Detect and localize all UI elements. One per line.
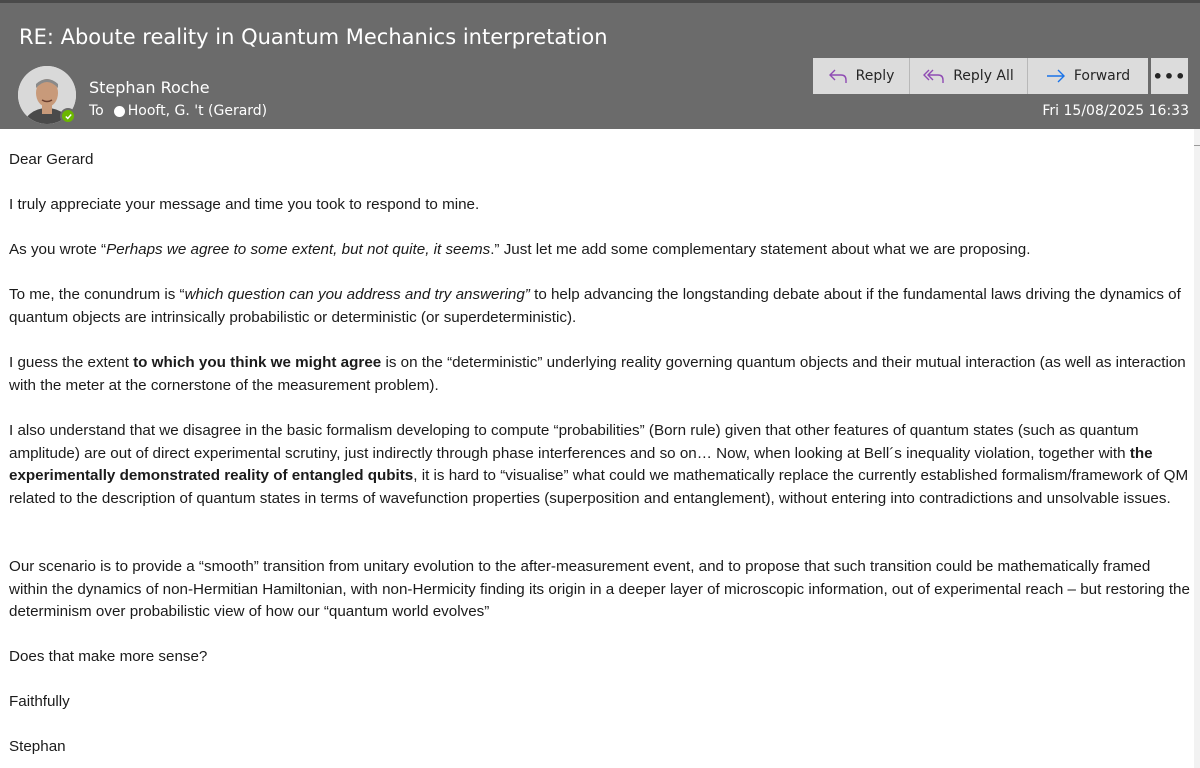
closing: Faithfully [9, 693, 70, 710]
message-toolbar [813, 58, 1148, 94]
sent-date: Fri 15/08/2025 16:33 [1042, 103, 1189, 119]
reply-all-arrow-icon [923, 67, 945, 85]
reply-label: Reply [855, 68, 895, 84]
reply-arrow-icon [828, 67, 848, 85]
forward-button[interactable] [1028, 58, 1148, 94]
sender-name[interactable]: Stephan Roche [89, 78, 210, 97]
forward-arrow-icon [1046, 69, 1066, 83]
email-subject: RE: Aboute reality in Quantum Mechanics interpretation [19, 25, 608, 49]
reply-button[interactable] [813, 58, 910, 94]
paragraph-4: I guess the extent to which you think we might agree is on the “deterministic” underlying reality governing quantum objects and their mutual interaction (as well as interaction with the meter at the cornerstone of the measurement problem). [9, 354, 1186, 394]
bold-phrase-entanglement: the experimentally demonstrated reality of entangled qubits [9, 444, 1153, 485]
bold-phrase: to which you think we might agree [133, 354, 382, 371]
scrollbar-marker [1194, 145, 1200, 146]
recipient-name[interactable]: Hooft, G. 't (Gerard) [127, 103, 268, 119]
paragraph-1: I truly appreciate your message and time you took to respond to mine. [9, 196, 480, 213]
reply-all-label: Reply All [953, 68, 1014, 84]
message-header [0, 3, 1200, 129]
more-actions-button[interactable] [1151, 58, 1188, 94]
reply-all-button[interactable] [910, 58, 1028, 94]
quoted-text: Perhaps we agree to some extent, but not quite, it seems [106, 241, 491, 258]
quoted-question: which question can you address and try answering” [184, 286, 530, 303]
status-badge [60, 108, 76, 124]
recipients-row [89, 101, 267, 121]
paragraph-6: Our scenario is to provide a “smooth” transition from unitary evolution to the after-measurement event, and to propose that such transition could be mathematically framed within the dynamics of non-Hermitian Hamiltonian, with non-Hermicity finding its origin in a deeper layer of microscopic information, out of experimental reach – but restoring the determinism over probabilistic view of how our “quantum world evolves” [9, 558, 1190, 621]
vertical-scrollbar[interactable] [1194, 129, 1200, 768]
paragraph-5: I also understand that we disagree in the basic formalism developing to compute “probabilities” (Born rule) given that other features of quantum states (such as quantum amplitude) are out of direct experimental scrutiny, just indirectly through phase interferences and so on… Now, when looking at Bell´s inequality violation, together with the experimentally demonstrated reality of entangled qubits, it is hard to “visualise” what could we mathematically replace the currently established formalism/framework of QM related to the description of quantum states in terms of wavefunction properties (superposition and entanglement), without entering into contradictions and unsolvable issues. [9, 422, 1189, 507]
paragraph-7: Does that make more sense? [9, 648, 208, 665]
checkmark-icon [64, 112, 73, 121]
paragraph-2: As you wrote “Perhaps we agree to some extent, but not quite, it seems.” Just let me add some complementary statement about what we are proposing. [9, 241, 1031, 258]
to-label: To [89, 103, 104, 119]
presence-icon [114, 106, 125, 117]
forward-label: Forward [1073, 68, 1131, 84]
more-dots-icon: ••• [1152, 66, 1187, 86]
paragraph-3: To me, the conundrum is “which question can you address and try answering” to help advancing the longstanding debate about if the fundamental laws driving the dynamics of quantum objects are intrinsically probabilistic or deterministic (or superdeterministic). [9, 286, 1181, 326]
signature: Stephan [9, 738, 66, 755]
greeting: Dear Gerard [9, 151, 94, 168]
